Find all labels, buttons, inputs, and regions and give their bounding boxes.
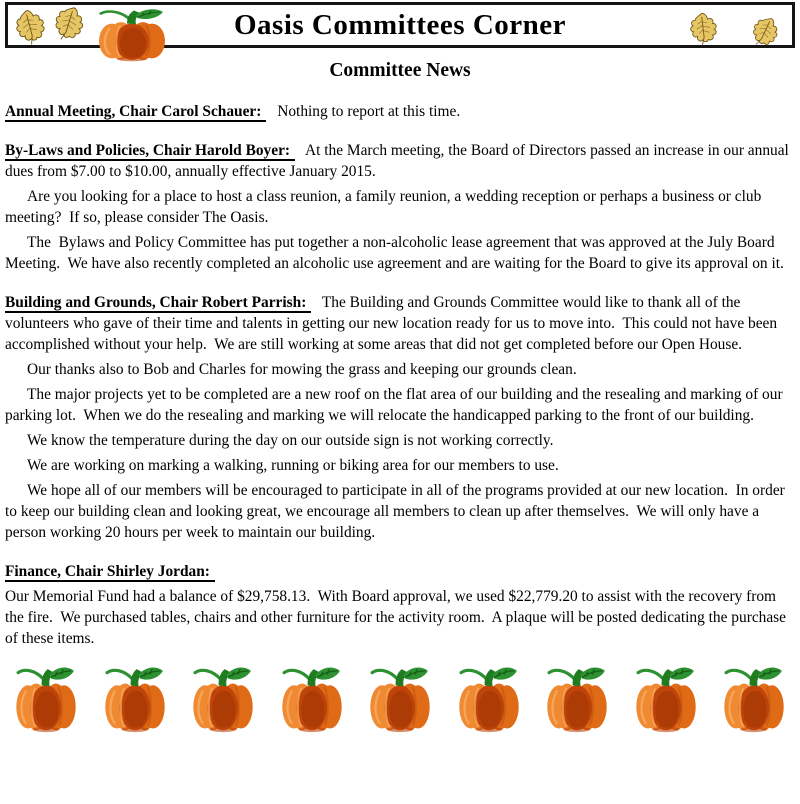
pumpkin-row	[0, 661, 800, 733]
pumpkin-icon	[718, 661, 790, 733]
section-paragraph-text: Nothing to report at this time.	[277, 103, 461, 120]
committee-section	[5, 101, 795, 122]
section-heading: Annual Meeting, Chair Carol Schauer:	[5, 103, 266, 122]
pumpkin-icon	[187, 661, 259, 733]
section-heading-line	[5, 561, 795, 582]
committee-section	[5, 140, 795, 274]
section-paragraph: Are you looking for a place to host a class reunion, a family reunion, a wedding reception or perhaps a business or club meeting? If so, please consider The Oasis.	[5, 188, 766, 226]
pumpkin-icon	[453, 661, 525, 733]
section-paragraph: We hope all of our members will be encouraged to participate in all of the programs provided at our new location. In order to keep our building clean and looking great, we encourage all members to clean up after themselves. We will only have a person working 20 hours per week to maintain our building.	[5, 482, 789, 541]
section-paragraph: The major projects yet to be completed are a new roof on the flat area of our building and the resealing and marking of our parking lot. When we do the resealing and marking we will relocate the handicapped parking to the front of our building.	[5, 386, 787, 424]
section-paragraph: The Bylaws and Policy Committee has put together a non-alcoholic lease agreement that was approved at the July Board Meeting. We have also recently completed an alcoholic use agreement and are waiting for the Board to give its approval on it.	[5, 234, 784, 272]
oak-leaf-icon	[685, 9, 723, 52]
section-paragraph: We know the temperature during the day on our outside sign is not working correctly.	[27, 432, 554, 449]
pumpkin-icon	[99, 661, 171, 733]
section-paragraph-text: The Building and Grounds Committee would like to thank all of the volunteers who gave of their time and talents in getting our new location ready for us to move into. This could not have been accomplished without your help. We are still working at some areas that did not get completed before our Open House.	[5, 294, 781, 353]
pumpkin-icon	[276, 661, 348, 733]
section-paragraph: Our Memorial Fund had a balance of $29,758.13. With Board approval, we used $22,779.20 to assist with the recovery from the fire. We purchased tables, chairs and other furniture for the activity room. A plaque will be posted dedicating the purchase of these items.	[5, 588, 790, 647]
sections	[0, 101, 800, 649]
section-paragraph	[5, 101, 795, 122]
subtitle: Committee News	[329, 60, 471, 81]
pumpkin-icon	[630, 661, 702, 733]
committee-section	[5, 561, 795, 649]
pumpkin-icon	[541, 661, 613, 733]
page-title: Oasis Committees Corner	[233, 9, 567, 41]
section-paragraph	[5, 292, 795, 355]
section-heading: By-Laws and Policies, Chair Harold Boyer:	[5, 142, 295, 161]
section-paragraph	[5, 140, 795, 182]
section-paragraph-text: At the March meeting, the Board of Directors passed an increase in our annual dues from $7.00 to $10.00, annually effective January 2015.	[5, 142, 793, 180]
section-paragraph: Our thanks also to Bob and Charles for mowing the grass and keeping our grounds clean.	[27, 361, 577, 378]
pumpkin-icon	[10, 661, 82, 733]
pumpkin-icon	[92, 4, 172, 62]
section-paragraph: We are working on marking a walking, running or biking area for our members to use.	[27, 457, 559, 474]
pumpkin-icon	[364, 661, 436, 733]
section-heading: Building and Grounds, Chair Robert Parrish:	[5, 294, 311, 313]
committee-section	[5, 292, 795, 543]
newsletter-header	[5, 2, 795, 48]
section-heading: Finance, Chair Shirley Jordan:	[5, 563, 215, 582]
